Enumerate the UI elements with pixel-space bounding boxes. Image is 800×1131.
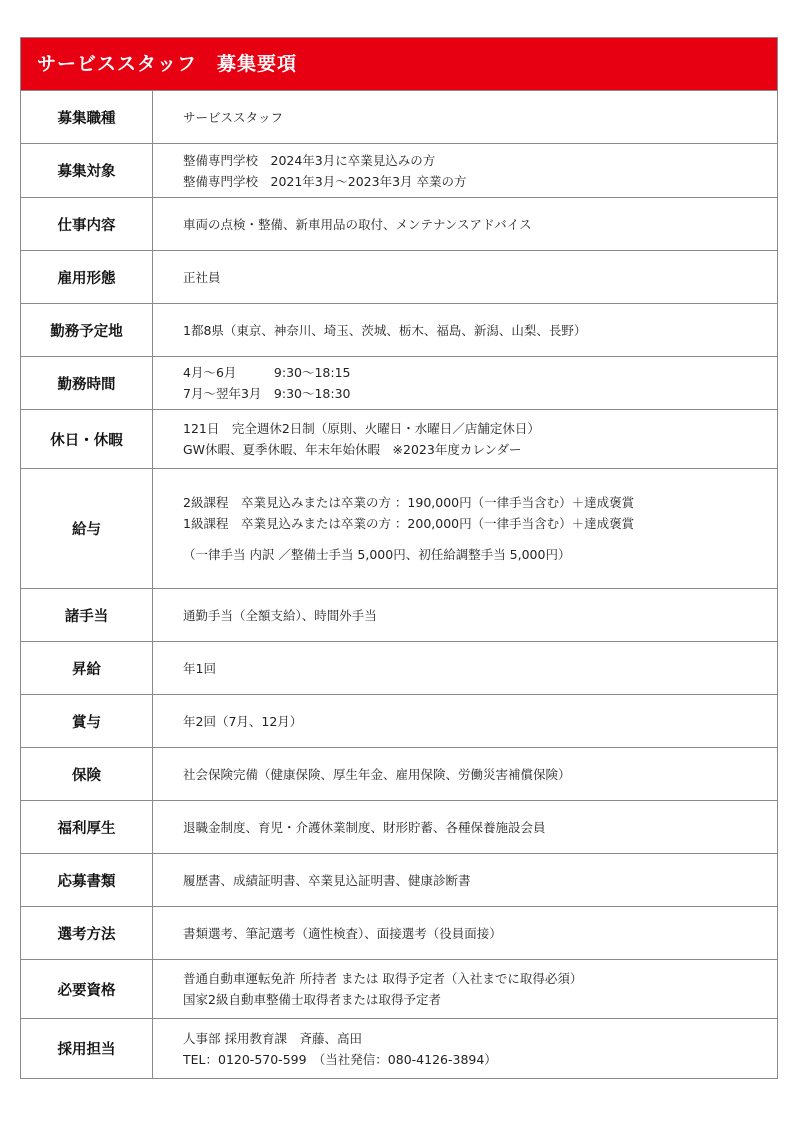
row-label: 募集職種	[21, 91, 153, 143]
value-line: 121日 完全週休2日制（原則、火曜日・水曜日／店舗定休日）	[183, 421, 540, 436]
row-value	[153, 695, 777, 747]
value-line: 正社員	[183, 269, 221, 285]
value-line: 年2回（7月、12月）	[183, 713, 303, 729]
table-row	[21, 801, 777, 854]
row-label: 勤務時間	[21, 357, 153, 409]
row-value	[153, 144, 777, 197]
row-value	[153, 357, 777, 409]
row-value	[153, 801, 777, 853]
table-row	[21, 469, 777, 589]
value-line: 通勤手当（全額支給）、時間外手当	[183, 607, 377, 623]
row-value	[153, 589, 777, 641]
row-value	[153, 854, 777, 906]
table-row	[21, 198, 777, 251]
row-label: 勤務予定地	[21, 304, 153, 356]
recruitment-sheet	[20, 37, 778, 1079]
value-line: 2級課程 卒業見込みまたは卒業の方 ：190,000円（一律手当含む）＋達成褒賞	[183, 495, 635, 510]
row-value	[153, 91, 777, 143]
row-label: 給与	[21, 469, 153, 588]
row-value	[153, 642, 777, 694]
row-value	[153, 304, 777, 356]
row-label: 必要資格	[21, 960, 153, 1018]
table-row	[21, 357, 777, 410]
row-value	[153, 469, 777, 588]
row-label: 昇給	[21, 642, 153, 694]
row-label: 仕事内容	[21, 198, 153, 250]
row-label: 採用担当	[21, 1019, 153, 1078]
row-label: 諸手当	[21, 589, 153, 641]
value-note: （一律手当 内訳 ／整備士手当 5,000円、初任給調整手当 5,000円）	[183, 547, 571, 562]
row-value	[153, 907, 777, 959]
row-label: 休日・休暇	[21, 410, 153, 468]
value-line: TEL：0120-570-599 （当社発信：080-4126-3894）	[183, 1051, 497, 1067]
table-row	[21, 695, 777, 748]
row-value	[153, 748, 777, 800]
row-label: 福利厚生	[21, 801, 153, 853]
table-row	[21, 907, 777, 960]
requirements-table	[21, 91, 777, 1078]
value-line: 書類選考、筆記選考（適性検査）、面接選考（役員面接）	[183, 925, 502, 941]
row-value	[153, 198, 777, 250]
value-line: 整備専門学校 2021年3月～2023年3月 卒業の方	[183, 173, 467, 189]
row-label: 雇用形態	[21, 251, 153, 303]
table-row	[21, 251, 777, 304]
row-label: 選考方法	[21, 907, 153, 959]
row-label: 募集対象	[21, 144, 153, 197]
row-value	[153, 1019, 777, 1078]
value-line: 国家2級自動車整備士取得者または取得予定者	[183, 992, 441, 1007]
row-label: 賞与	[21, 695, 153, 747]
value-line: 4月～6月 9:30～18:15	[183, 365, 351, 380]
value-line: 1都8県（東京、神奈川、埼玉、茨城、栃木、福島、新潟、山梨、長野）	[183, 322, 587, 338]
value-line: 整備専門学校 2024年3月に卒業見込みの方	[183, 152, 436, 168]
value-line: 退職金制度、育児・介護休業制度、財形貯蓄、各種保養施設会員	[183, 819, 546, 835]
value-line: 社会保険完備（健康保険、厚生年金、雇用保険、労働災害補償保険）	[183, 766, 571, 782]
table-row	[21, 589, 777, 642]
page-title: サービススタッフ 募集要項	[21, 38, 777, 91]
table-row	[21, 91, 777, 144]
value-line: 7月～翌年3月 9:30～18:30	[183, 386, 351, 401]
table-row	[21, 960, 777, 1019]
table-row	[21, 854, 777, 907]
value-line: GW休暇、夏季休暇、年末年始休暇 ※2023年度カレンダー	[183, 442, 522, 457]
row-value	[153, 960, 777, 1018]
value-line: 1級課程 卒業見込みまたは卒業の方 ：200,000円（一律手当含む）＋達成褒賞	[183, 516, 635, 531]
table-row	[21, 642, 777, 695]
table-row	[21, 410, 777, 469]
value-line: 履歴書、成績証明書、卒業見込証明書、健康診断書	[183, 872, 471, 888]
value-line: 車両の点検・整備、新車用品の取付、メンテナンスアドバイス	[183, 216, 532, 232]
table-row	[21, 1019, 777, 1078]
row-label: 応募書類	[21, 854, 153, 906]
table-row	[21, 748, 777, 801]
row-label: 保険	[21, 748, 153, 800]
table-row	[21, 144, 777, 198]
value-line: 人事部 採用教育課 斉藤、高田	[183, 1030, 362, 1046]
value-line: 普通自動車運転免許 所持者 または 取得予定者（入社までに取得必須）	[183, 971, 583, 986]
row-value	[153, 410, 777, 468]
table-row	[21, 304, 777, 357]
row-value	[153, 251, 777, 303]
value-line: 年1回	[183, 660, 216, 676]
value-line: サービススタッフ	[183, 109, 284, 125]
